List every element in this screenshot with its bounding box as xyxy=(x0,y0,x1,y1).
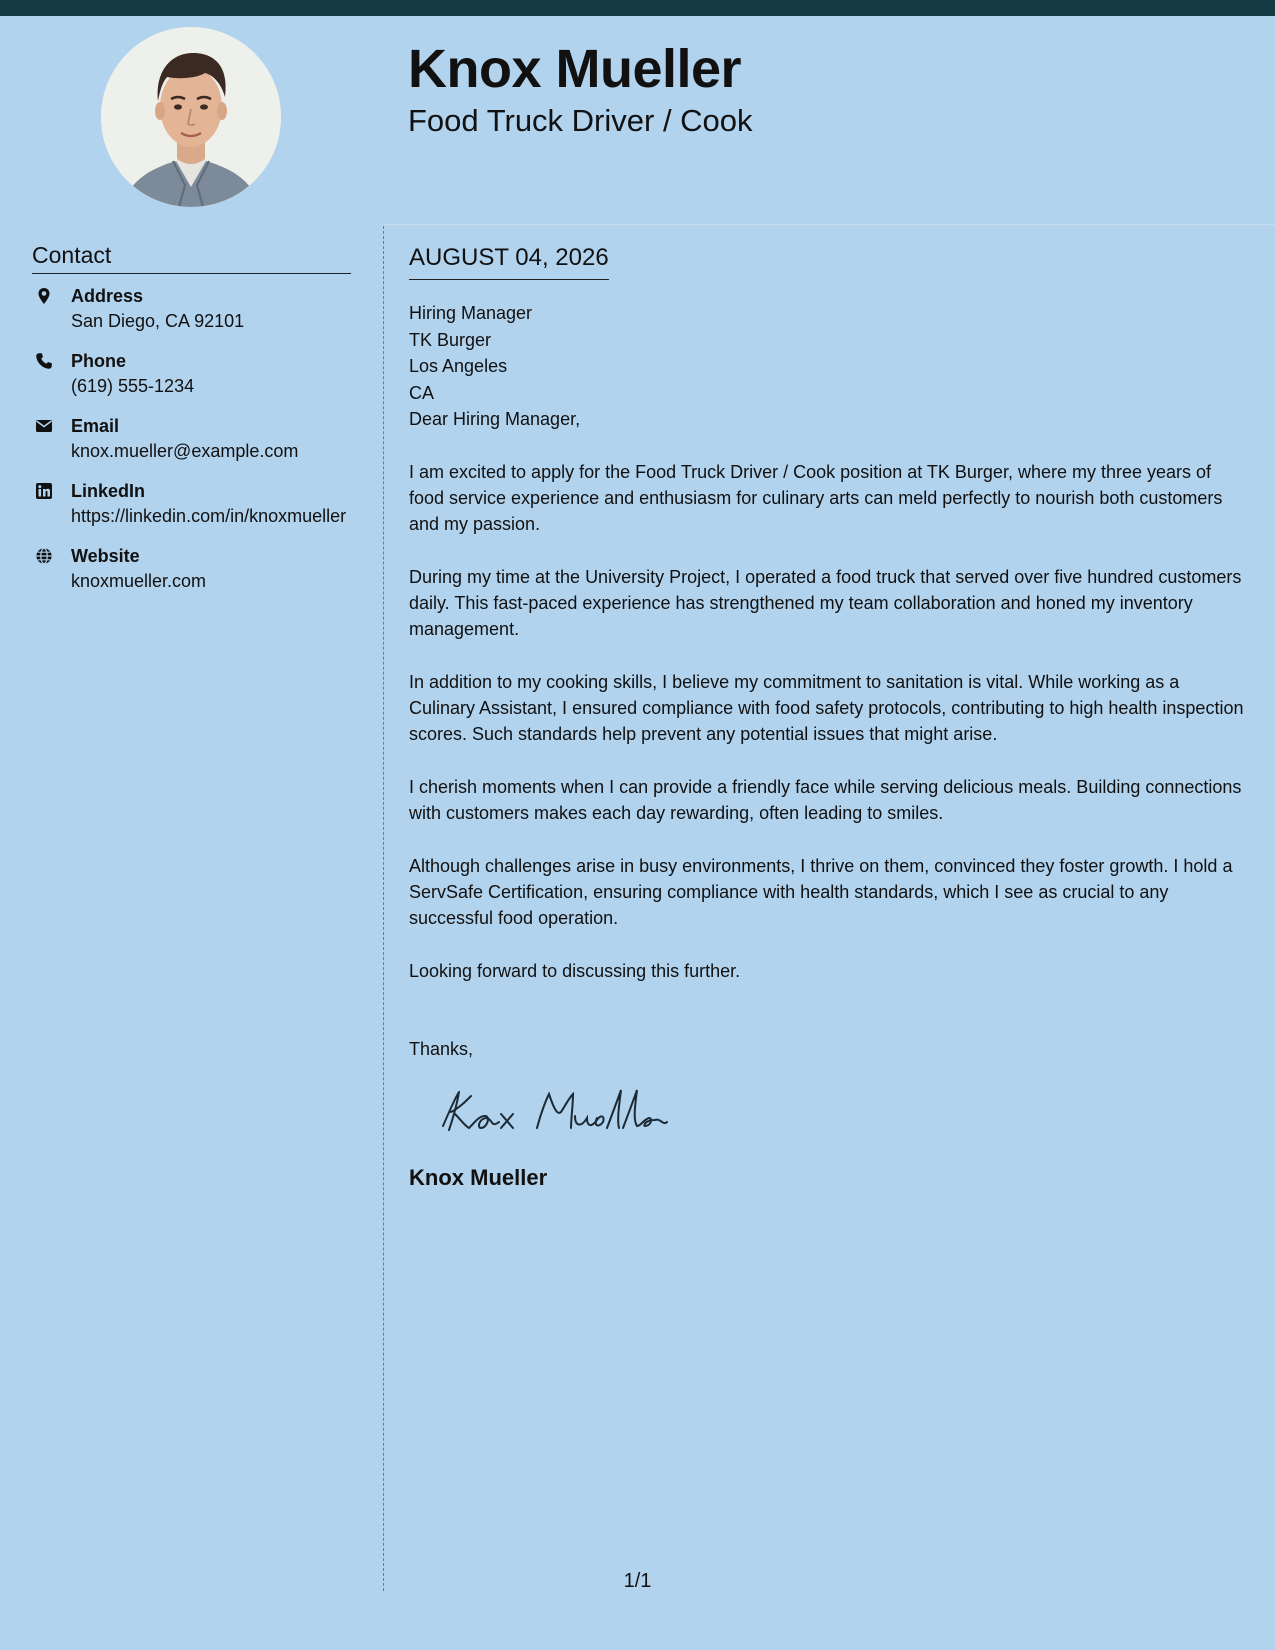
contact-value[interactable]: knoxmueller.com xyxy=(71,571,207,591)
contact-label: LinkedIn xyxy=(71,481,146,501)
signature-image xyxy=(429,1082,669,1142)
salutation: Dear Hiring Manager, xyxy=(409,409,581,429)
contact-value[interactable]: knox.mueller@example.com xyxy=(71,441,299,461)
recipient-line: TK Burger xyxy=(409,329,492,350)
contact-website xyxy=(32,544,352,594)
linkedin-icon xyxy=(35,482,53,500)
contact-email xyxy=(32,414,352,464)
phone-icon xyxy=(35,352,53,370)
map-pin-icon xyxy=(35,287,53,305)
recipient-line: Hiring Manager xyxy=(409,303,533,323)
recipient-block xyxy=(409,300,1249,406)
letter-paragraph: Although challenges arise in busy environments, I thrive on them, convinced they foster growth. I hold a ServSafe Certification, ensuring compliance with health standards, which I see as crucial to any successful food operation. xyxy=(409,856,1233,928)
letter-date: AUGUST 04, 2026 xyxy=(409,243,609,280)
header-divider xyxy=(384,224,1275,225)
contact-label: Address xyxy=(71,286,144,306)
contact-list xyxy=(32,284,352,609)
page-number: 1/1 xyxy=(623,1570,652,1592)
contact-address xyxy=(32,284,352,334)
recipient-line: Los Angeles xyxy=(409,356,508,376)
contact-heading: Contact xyxy=(32,242,351,274)
contact-phone xyxy=(32,349,352,399)
profile-photo xyxy=(101,27,281,207)
contact-label: Phone xyxy=(71,351,127,371)
candidate-name: Knox Mueller xyxy=(408,39,742,99)
letter-body xyxy=(409,243,1249,1191)
contact-value: San Diego, CA 92101 xyxy=(71,311,245,331)
contact-label: Email xyxy=(71,416,120,436)
envelope-icon xyxy=(35,417,53,435)
recipient-line: CA xyxy=(409,382,435,403)
letter-paragraph: During my time at the University Project, I operated a food truck that served over five hundred customers daily. This fast-paced experience has strengthened my team collaboration and honed my inventory management. xyxy=(409,567,1242,639)
signer-name: Knox Mueller xyxy=(409,1165,548,1190)
letter-paragraph: In addition to my cooking skills, I believe my commitment to sanitation is vital. While working as a Culinary Assistant, I ensured compliance with food safety protocols, contributing to high health inspection scores. Such standards help prevent any potential issues that might arise. xyxy=(409,672,1244,744)
globe-icon xyxy=(35,547,53,565)
column-divider xyxy=(383,226,384,1591)
letter-paragraph: I am excited to apply for the Food Truck Driver / Cook position at TK Burger, where my three years of food service experience and enthusiasm for culinary arts can meld perfectly to nourish both customers and my passion. xyxy=(409,462,1223,534)
job-title: Food Truck Driver / Cook xyxy=(408,103,753,138)
letter-paragraph: I cherish moments when I can provide a friendly face while serving delicious meals. Building connections with customers makes each day rewarding, often leading to smiles. xyxy=(409,777,1242,823)
portrait-image xyxy=(101,27,281,207)
contact-label: Website xyxy=(71,546,140,566)
contact-value[interactable]: https://linkedin.com/in/knoxmueller xyxy=(71,506,347,526)
contact-value: (619) 555-1234 xyxy=(71,376,195,396)
contact-linkedin xyxy=(32,479,352,529)
letter-paragraph: Looking forward to discussing this further. xyxy=(409,961,741,981)
top-bar xyxy=(0,0,1275,16)
closing: Thanks, xyxy=(409,1039,474,1059)
